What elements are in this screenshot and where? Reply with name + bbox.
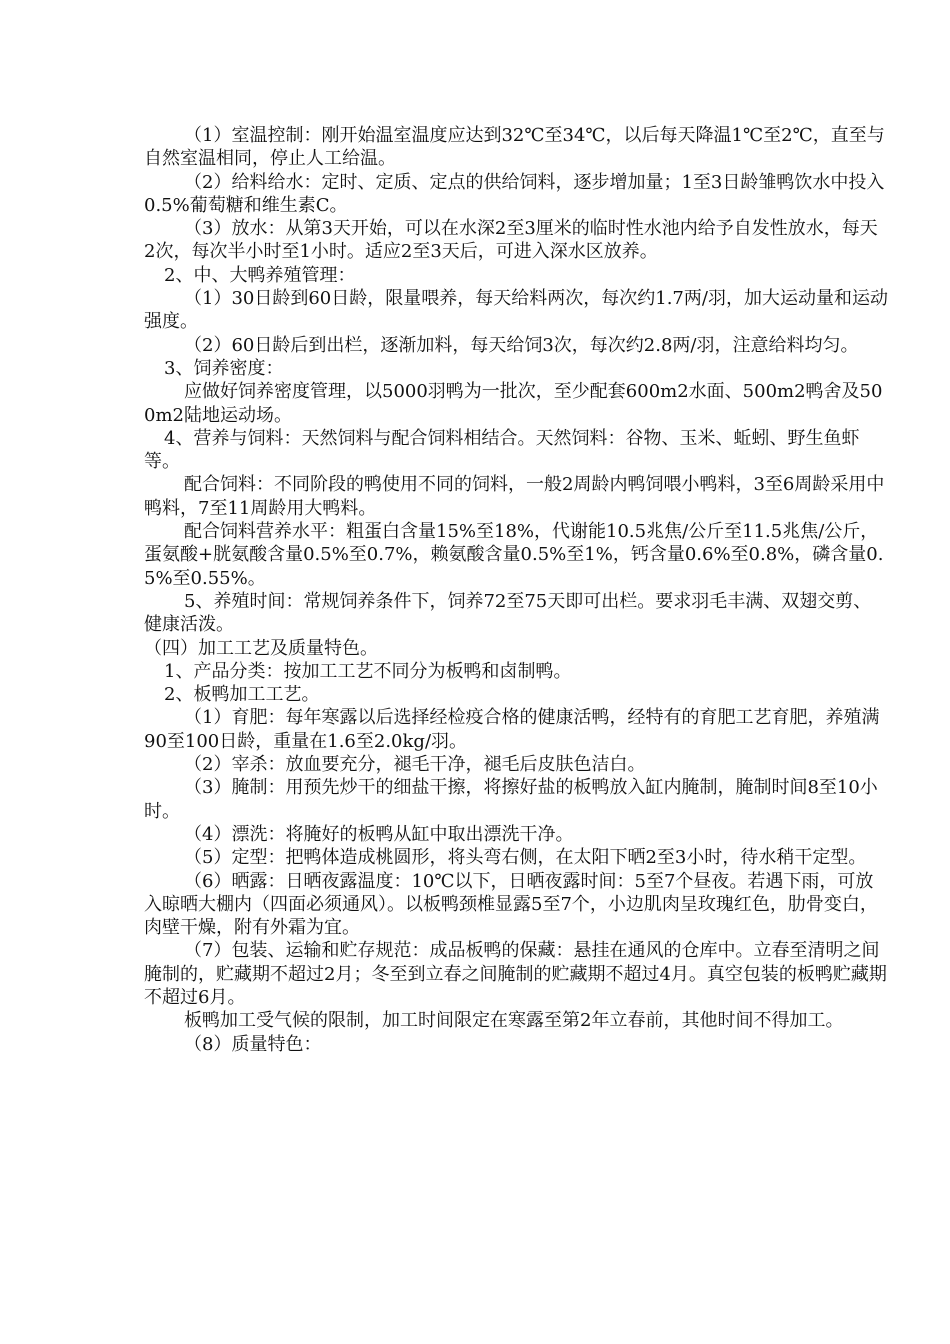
paragraph: （3）腌制：用预先炒干的细盐干擦，将擦好盐的板鸭放入缸内腌制，腌制时间8至10小时。 [144, 777, 878, 822]
paragraph: 1、产品分类：按加工工艺不同分为板鸭和卤制鸭。 [164, 660, 572, 682]
paragraph: （1）育肥：每年寒露以后选择经检疫合格的健康活鸭，经特有的育肥工艺育肥，养殖满90至100日龄，重量在1.6至2.0kg/羽。 [144, 707, 880, 752]
paragraph: 3、饲养密度： [164, 357, 284, 379]
paragraph: 2、板鸭加工工艺。 [164, 684, 320, 706]
paragraph: （2）给料给水：定时、定质、定点的供给饲料，逐步增加量；1至3日龄雏鸭饮水中投入0.5%葡萄糖和维生素C。 [144, 171, 885, 216]
paragraph: （5）定型：把鸭体造成桃圆形，将头弯右侧，在太阳下晒2至3小时，待水稍干定型。 [184, 847, 867, 869]
paragraph: 应做好饲养密度管理，以5000羽鸭为一批次，至少配套600m2水面、500m2鸭舍及500m2陆地运动场。 [144, 381, 883, 426]
paragraph: （7）包装、运输和贮存规范：成品板鸭的保藏：悬挂在通风的仓库中。立春至清明之间腌制的，贮藏期不超过2月；冬至到立春之间腌制的贮藏期不超过4月。真空包装的板鸭贮藏期不超过6月。 [144, 940, 887, 1008]
paragraph: （四）加工工艺及质量特色。 [144, 637, 378, 659]
paragraph: 配合饲料：不同阶段的鸭使用不同的饲料，一般2周龄内鸭饲喂小鸭料，3至6周龄采用中鸭料，7至11周龄用大鸭料。 [144, 474, 885, 519]
paragraph: （8）质量特色： [184, 1033, 322, 1055]
paragraph: （4）漂洗：将腌好的板鸭从缸中取出漂洗干净。 [184, 823, 574, 845]
paragraph: （1）室温控制：刚开始温室温度应达到32℃至34℃，以后每天降温1℃至2℃，直至与自然室温相同，停止人工给温。 [144, 125, 885, 170]
paragraph: （3）放水：从第3天开始，可以在水深2至3厘米的临时性水池内给予自发性放水，每天2次，每次半小时至1小时。适应2至3天后，可进入深水区放养。 [144, 218, 878, 263]
paragraph: 板鸭加工受气候的限制，加工时间限定在寒露至第2年立春前，其他时间不得加工。 [184, 1010, 844, 1032]
paragraph: 配合饲料营养水平：粗蛋白含量15%至18%，代谢能10.5兆焦/公斤至11.5兆焦/公斤，蛋氨酸+胱氨酸含量0.5%至0.7%，赖氨酸含量0.5%至1%，钙含量0.6%至0.8%，磷含量0.5%至0.55%。 [144, 521, 884, 589]
document-body [144, 124, 888, 1056]
paragraph: 5、养殖时间：常规饲养条件下，饲养72至75天即可出栏。要求羽毛丰满、双翅交剪、健康活泼。 [144, 590, 872, 636]
paragraph: 2、中、大鸭养殖管理： [164, 264, 356, 286]
paragraph: 4、营养与饲料：天然饲料与配合饲料相结合。天然饲料：谷物、玉米、蚯蚓、野生鱼虾等。 [144, 427, 860, 473]
paragraph: （1）30日龄到60日龄，限量喂养，每天给料两次，每次约1.7两/羽，加大运动量和运动强度。 [144, 288, 888, 333]
paragraph: （2）宰杀：放血要充分，褪毛干净，褪毛后皮肤色洁白。 [184, 754, 646, 776]
paragraph: （6）晒露：日晒夜露温度：10℃以下，日晒夜露时间：5至7个昼夜。若遇下雨，可放入晾晒大棚内（四面必须通风）。以板鸭颈椎显露5至7个，小边肌肉呈玫瑰红色，肋骨变白，肉壁干燥，附有外霜为宜。 [144, 870, 878, 939]
paragraph: （2）60日龄后到出栏，逐渐加料，每天给饲3次，每次约2.8两/羽，注意给料均匀。 [184, 334, 859, 356]
